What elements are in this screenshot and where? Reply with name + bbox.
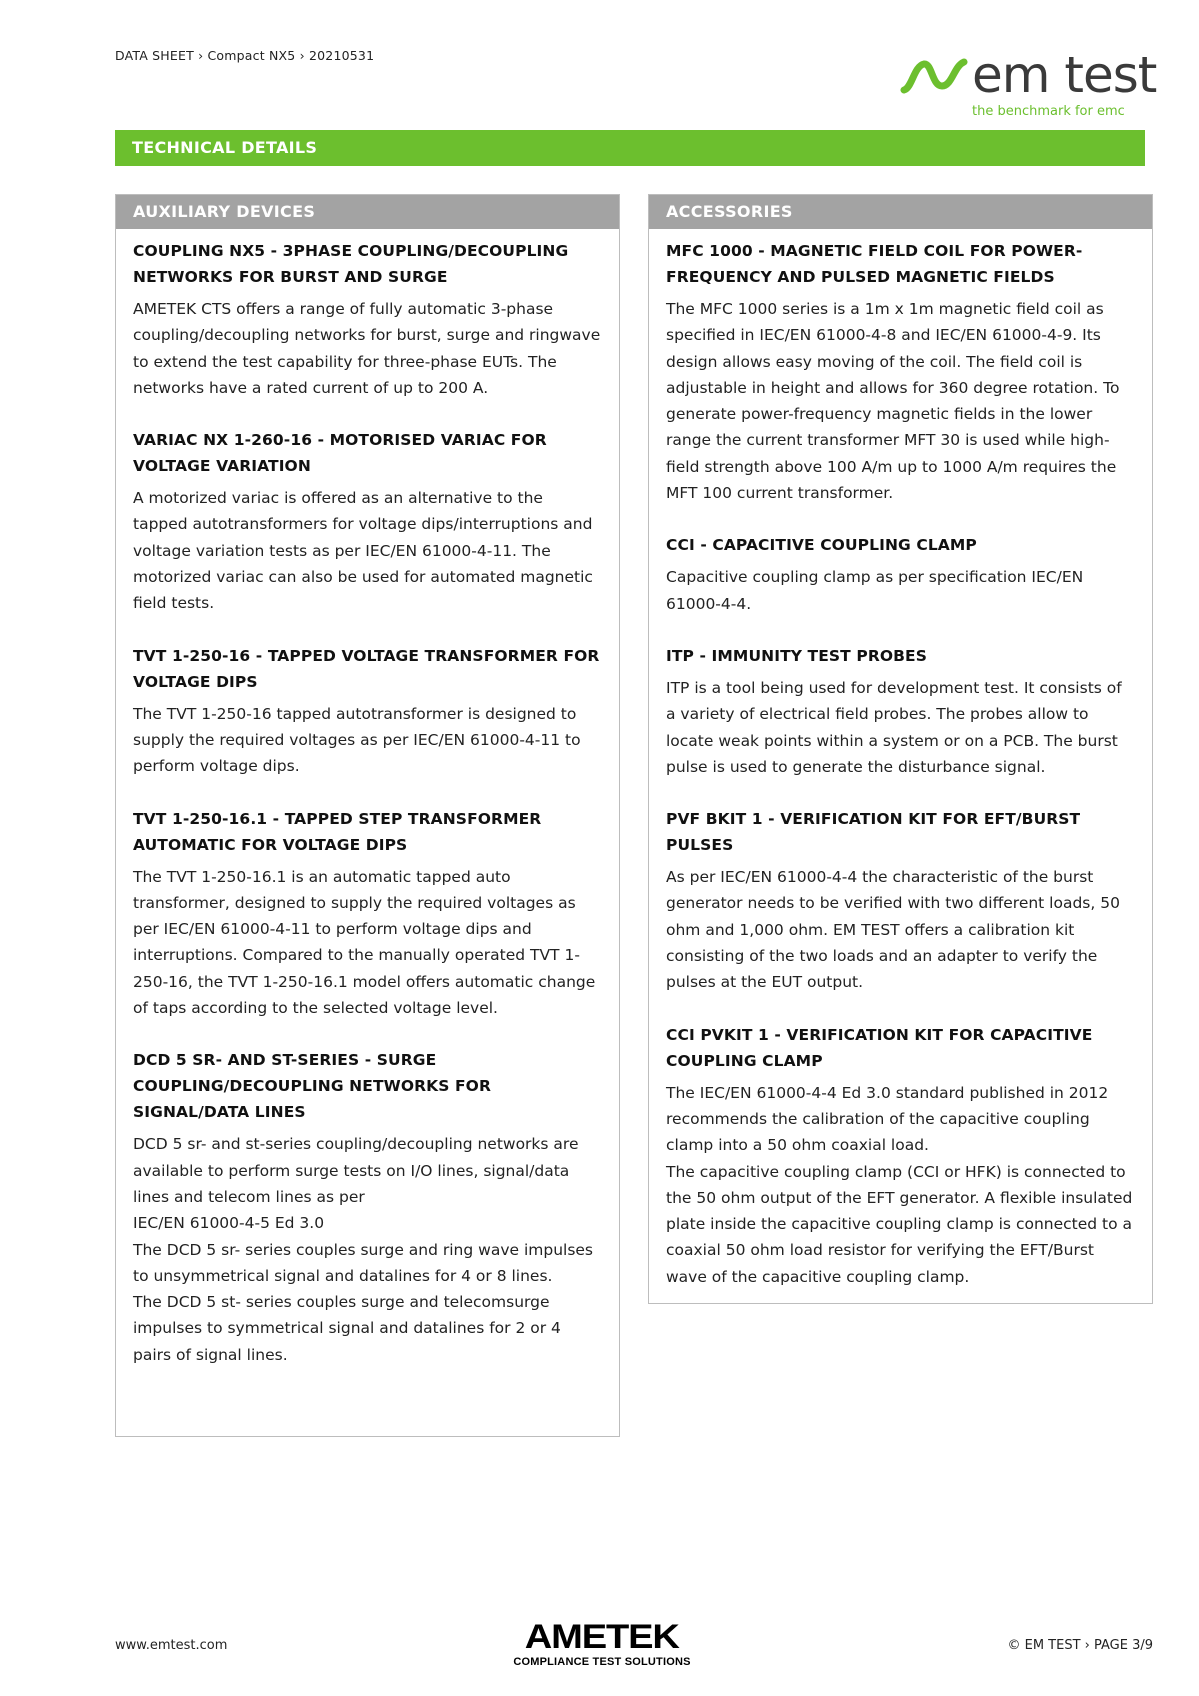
aux-item-title: COUPLING NX5 - 3PHASE COUPLING/DECOUPLING NETWORKS FOR BURST AND SURGE [133,242,569,286]
accessory-item-text: As per IEC/EN 61000-4-4 the characteristic of the burst generator needs to be verified with two different loads, 50 ohm and 1,000 ohm. EM TEST offers a calibration kit consisting of the two loads and an adapter to verify the pulses at the EUT output. [666,868,1120,992]
accessory-item [666,643,1135,780]
accessory-item-text: ITP is a tool being used for development test. It consists of a variety of electrical field probes. The probes allow to locate weak points within a system or on a PCB. The burst pulse is used to generate the disturbance signal. [666,678,1122,776]
accessory-item-text: The IEC/EN 61000-4-4 Ed 3.0 standard published in 2012 recommends the calibration of the capacitive coupling clamp into a 50 ohm coaxial load. The capacitive coupling clamp (CCI or HFK) is connected to the 50 ohm output of the EFT generator. A flexible insulated plate inside the capacitive coupling clamp is connected to a coaxial 50 ohm load resistor for verifying the EFT/Burst wave of the capacitive coupling clamp. [666,1083,1133,1286]
accessories-panel [648,194,1153,1304]
aux-item-title: VARIAC NX 1-260-16 - MOTORISED VARIAC FOR VOLTAGE VARIATION [133,431,547,476]
aux-item-title: DCD 5 SR- AND ST-SERIES - SURGE COUPLING/DECOUPLING NETWORKS FOR SIGNAL/DATA LINES [133,1051,491,1122]
auxiliary-devices-panel [115,194,620,1437]
ametek-subtitle: COMPLIANCE TEST SOLUTIONS [513,1656,691,1668]
ametek-wordmark: AMETEK [524,1618,680,1656]
aux-item [133,1047,602,1368]
accessory-item [666,532,1135,617]
accessory-item-title: ITP - IMMUNITY TEST PROBES [666,646,927,665]
aux-item [133,643,602,780]
ametek-logo [502,1620,702,1668]
accessory-item-title: PVF BKIT 1 - VERIFICATION KIT FOR EFT/BURST PULSES [666,810,1081,855]
emtest-logo [900,46,1160,124]
section-title: TECHNICAL DETAILS [115,130,1145,166]
accessory-item-title: CCI - CAPACITIVE COUPLING CLAMP [666,536,977,555]
aux-item-title: TVT 1-250-16.1 - TAPPED STEP TRANSFORMER AUTOMATIC FOR VOLTAGE DIPS [133,809,542,854]
accessories-heading: ACCESSORIES [649,195,1152,229]
logo-wordmark: em test [972,46,1157,104]
aux-item [133,238,602,401]
accessory-item-text: Capacitive coupling clamp as per specification IEC/EN 61000-4-4. [666,568,1084,613]
aux-item-text: The TVT 1-250-16.1 is an automatic tapped auto transformer, designed to supply the required voltages as per IEC/EN 61000-4-11 to perform voltage dips and interruptions. Compared to the manually operated TVT 1-250-16, the TVT 1-250-16.1 model offers automatic change of taps according to the selected voltage level. [133,867,596,1018]
emtest-wave-icon [900,58,968,94]
breadcrumb: DATA SHEET › Compact NX5 › 20210531 [115,48,375,63]
logo-tagline: the benchmark for emc [972,104,1125,119]
auxiliary-devices-heading: AUXILIARY DEVICES [116,195,619,229]
aux-item-text: AMETEK CTS offers a range of fully automatic 3-phase coupling/decoupling networks for burst, surge and ringwave to extend the test capability for three-phase EUTs. The networks have a rated current of up to 200 A. [133,300,601,397]
accessory-item-text: The MFC 1000 series is a 1m x 1m magnetic field coil as specified in IEC/EN 61000-4-8 and IEC/EN 61000-4-9. Its design allows easy moving of the coil. The field coil is adjustable in height and allows for 360 degree rotation. To generate power-frequency magnetic fields in the lower range the current transformer MFT 30 is used while high-field strength above 100 A/m up to 1000 A/m requires the MFT 100 current transformer. [666,300,1120,503]
aux-item [133,806,602,1022]
aux-item-title: TVT 1-250-16 - TAPPED VOLTAGE TRANSFORMER FOR VOLTAGE DIPS [133,646,600,691]
accessory-item [666,806,1135,995]
aux-item-text: The TVT 1-250-16 tapped autotransformer is designed to supply the required voltages as per IEC/EN 61000-4-11 to perform voltage dips. [133,704,581,776]
website-link[interactable]: www.emtest.com [115,1638,228,1653]
accessory-item-title: MFC 1000 - MAGNETIC FIELD COIL FOR POWER-FREQUENCY AND PULSED MAGNETIC FIELDS [666,242,1083,286]
accessory-item [666,1022,1135,1290]
page-number: © EM TEST › PAGE 3/9 [1007,1638,1153,1653]
accessory-item [666,238,1135,506]
aux-item-text: DCD 5 sr- and st-series coupling/decoupling networks are available to perform surge tests on I/O lines, signal/data lines and telecom lines as per IEC/EN 61000-4-5 Ed 3.0 The DCD 5 sr- series couples surge and ring wave impulses to unsymmetrical signal and datalines for 4 or 8 lines. The DCD 5 st- series couples surge and telecomsurge impulses to symmetrical signal and datalines for 2 or 4 pairs of signal lines. [133,1135,594,1364]
aux-item-text: A motorized variac is offered as an alternative to the tapped autotransformers for voltage dips/interruptions and voltage variation tests as per IEC/EN 61000-4-11. The motorized variac can also be used for automated magnetic field tests. [133,489,593,613]
accessory-item-title: CCI PVKIT 1 - VERIFICATION KIT FOR CAPACITIVE COUPLING CLAMP [666,1025,1093,1070]
aux-item [133,427,602,616]
